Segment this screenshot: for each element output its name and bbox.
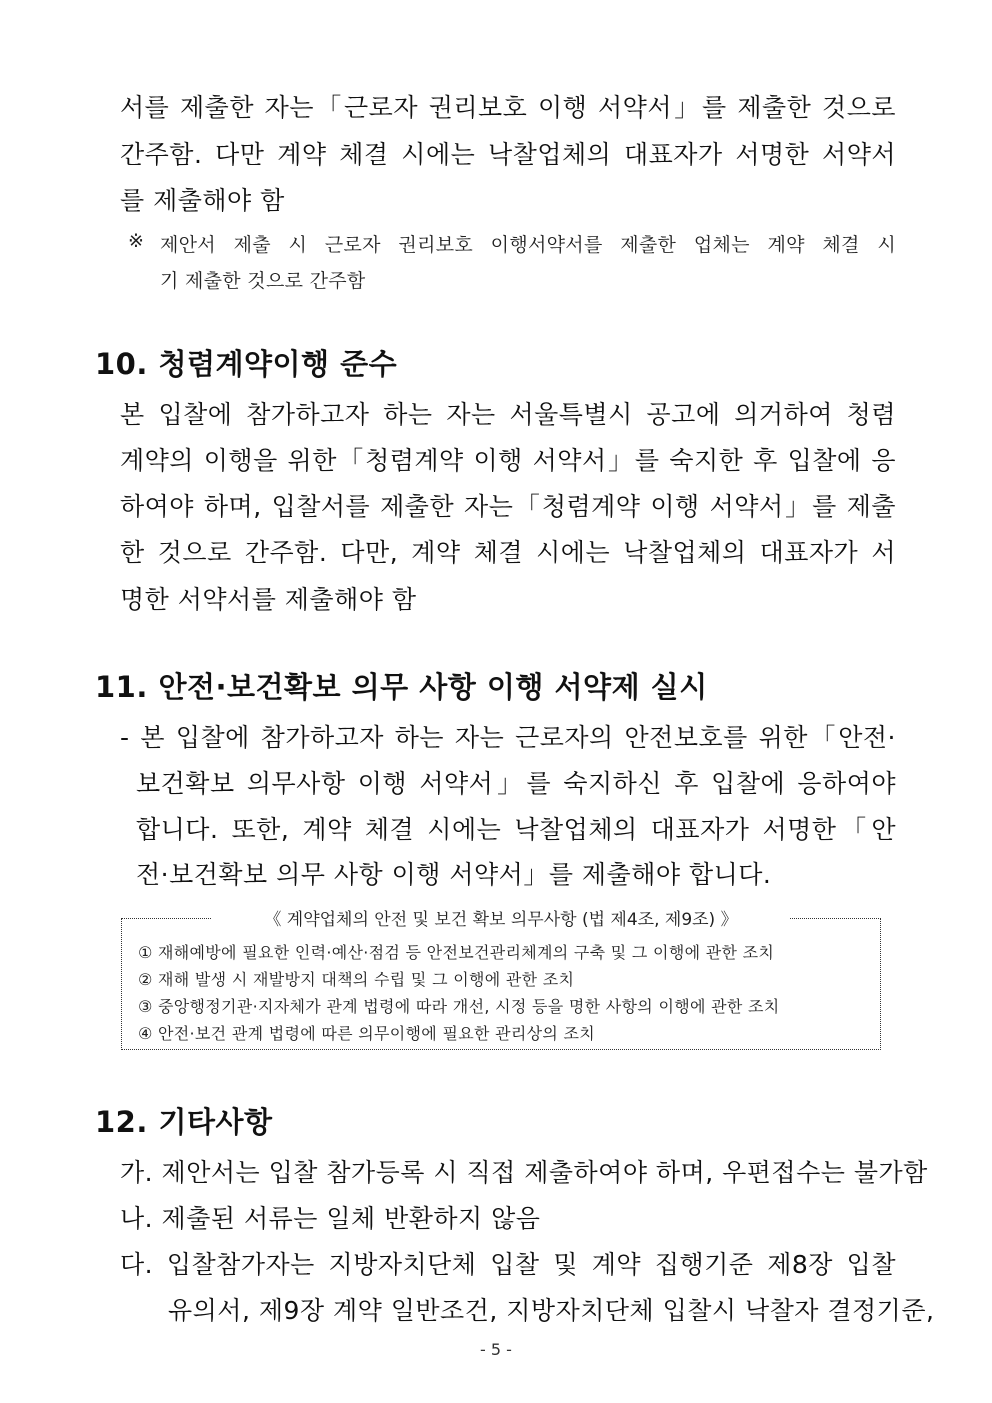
page-number: - 5 -: [480, 1340, 512, 1359]
section10-title: 10. 청렴계약이행 준수: [95, 347, 398, 381]
section12-title: 12. 기타사항: [95, 1105, 273, 1139]
intro-line-1: 서를 제출한 자는「근로자 권리보호 이행 서약서」를 제출한 것으로: [120, 93, 896, 122]
note-line-1: 제안서 제출 시 근로자 권리보호 이행서약서를 제출한 업체는 계약 체결 시: [160, 234, 896, 256]
duty-box-title: 《 계약업체의 안전 및 보건 확보 의무사항 (법 제4조, 제9조) 》: [212, 905, 790, 930]
section10-line-3: 하여야 하며, 입찰서를 제출한 자는「청렴계약 이행 서약서」를 제출: [120, 492, 896, 521]
intro-line-2: 간주함. 다만 계약 체결 시에는 낙찰업체의 대표자가 서명한 서약서: [120, 140, 896, 169]
section11-line-4: 전·보건확보 의무 사항 이행 서약서」를 제출해야 합니다.: [136, 860, 772, 889]
section12-item-ga: 가. 제안서는 입찰 참가등록 시 직접 제출하여야 하며, 우편접수는 불가함: [120, 1158, 928, 1187]
section11-line-2: 보건확보 의무사항 이행 서약서」를 숙지하신 후 입찰에 응하여야: [136, 769, 896, 798]
section10-line-4: 한 것으로 간주함. 다만, 계약 체결 시에는 낙찰업체의 대표자가 서: [120, 538, 896, 567]
section10-line-2: 계약의 이행을 위한「청렴계약 이행 서약서」를 숙지한 후 입찰에 응: [120, 446, 896, 475]
intro-line-3: 를 제출해야 함: [120, 186, 285, 215]
note-mark: ※: [128, 230, 145, 252]
section11-title: 11. 안전·보건확보 의무 사항 이행 서약제 실시: [95, 670, 708, 704]
section10-line-1: 본 입찰에 참가하고자 하는 자는 서울특별시 공고에 의거하여 청렴: [120, 400, 896, 429]
section12-item-da-1: 다. 입찰참가자는 지방자치단체 입찰 및 계약 집행기준 제8장 입찰: [120, 1250, 896, 1279]
note-line-2: 기 제출한 것으로 간주함: [160, 270, 366, 292]
section11-line-1: - 본 입찰에 참가하고자 하는 자는 근로자의 안전보호를 위한「안전·: [120, 723, 896, 752]
duty-item-3: ③ 중앙행정기관·지자체가 관계 법령에 따라 개선, 시정 등을 명한 사항의 이행에 관한 조치: [138, 997, 780, 1016]
section12-item-da-2: 유의서, 제9장 계약 일반조건, 지방자치단체 입찰시 낙찰자 결정기준,: [168, 1296, 935, 1325]
section12-item-na: 나. 제출된 서류는 일체 반환하지 않음: [120, 1204, 541, 1233]
duty-item-4: ④ 안전·보건 관계 법령에 따른 의무이행에 필요한 관리상의 조치: [138, 1024, 596, 1043]
section11-line-3: 합니다. 또한, 계약 체결 시에는 낙찰업체의 대표자가 서명한「안: [136, 815, 896, 844]
duty-item-1: ① 재해예방에 필요한 인력·예산·점검 등 안전보건관리체계의 구축 및 그 이행에 관한 조치: [138, 943, 775, 962]
section10-line-5: 명한 서약서를 제출해야 함: [120, 585, 417, 614]
duty-item-2: ② 재해 발생 시 재발방지 대책의 수립 및 그 이행에 관한 조치: [138, 970, 575, 989]
